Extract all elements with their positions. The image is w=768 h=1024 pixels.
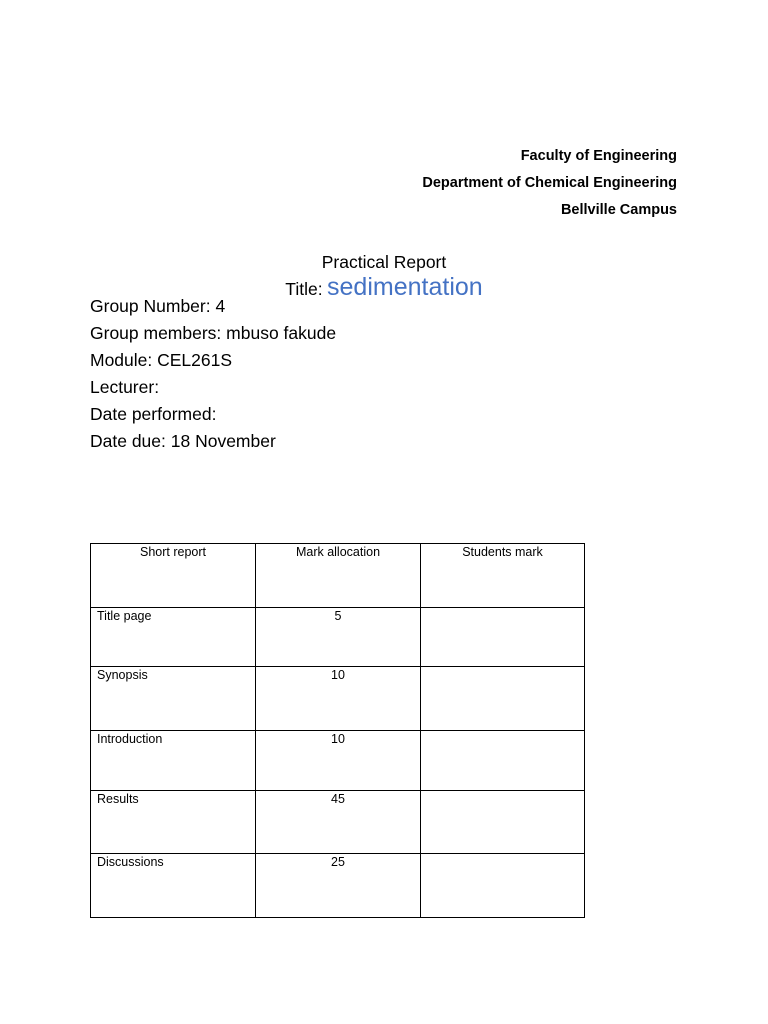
- row-allocation: 25: [256, 854, 421, 918]
- module-code: Module: CEL261S: [90, 350, 233, 370]
- row-allocation: 10: [256, 731, 421, 791]
- table-row: [91, 731, 585, 791]
- row-allocation: 10: [256, 667, 421, 731]
- group-number: Group Number: 4: [90, 296, 226, 316]
- row-student-mark: [421, 731, 585, 791]
- title-value: sedimentation: [327, 273, 483, 301]
- row-allocation: 5: [256, 608, 421, 667]
- report-info: [90, 293, 336, 455]
- table-header-row: [91, 544, 585, 608]
- faculty-name: Faculty of Engineering: [520, 148, 677, 164]
- row-item: Introduction: [91, 731, 256, 791]
- institution-header: [422, 143, 677, 224]
- header-students-mark: Students mark: [421, 544, 585, 608]
- mark-allocation-table: [90, 543, 585, 918]
- header-short-report: Short report: [91, 544, 256, 608]
- row-student-mark: [421, 667, 585, 731]
- row-item: Synopsis: [91, 667, 256, 731]
- report-type: Practical Report: [321, 252, 447, 272]
- table-row: [91, 791, 585, 854]
- table-row: [91, 667, 585, 731]
- row-item: Results: [91, 791, 256, 854]
- row-student-mark: [421, 608, 585, 667]
- campus-name: Bellville Campus: [560, 202, 677, 218]
- row-student-mark: [421, 791, 585, 854]
- date-due: Date due: 18 November: [90, 431, 276, 451]
- header-mark-allocation: Mark allocation: [256, 544, 421, 608]
- lecturer: Lecturer:: [90, 377, 160, 397]
- date-performed: Date performed:: [90, 404, 217, 424]
- table-row: [91, 608, 585, 667]
- title-label: Title:: [285, 279, 323, 299]
- table-row: [91, 854, 585, 918]
- row-item: Discussions: [91, 854, 256, 918]
- group-members: Group members: mbuso fakude: [90, 323, 337, 343]
- department-name: Department of Chemical Engineering: [422, 175, 677, 191]
- row-item: Title page: [91, 608, 256, 667]
- row-student-mark: [421, 854, 585, 918]
- row-allocation: 45: [256, 791, 421, 854]
